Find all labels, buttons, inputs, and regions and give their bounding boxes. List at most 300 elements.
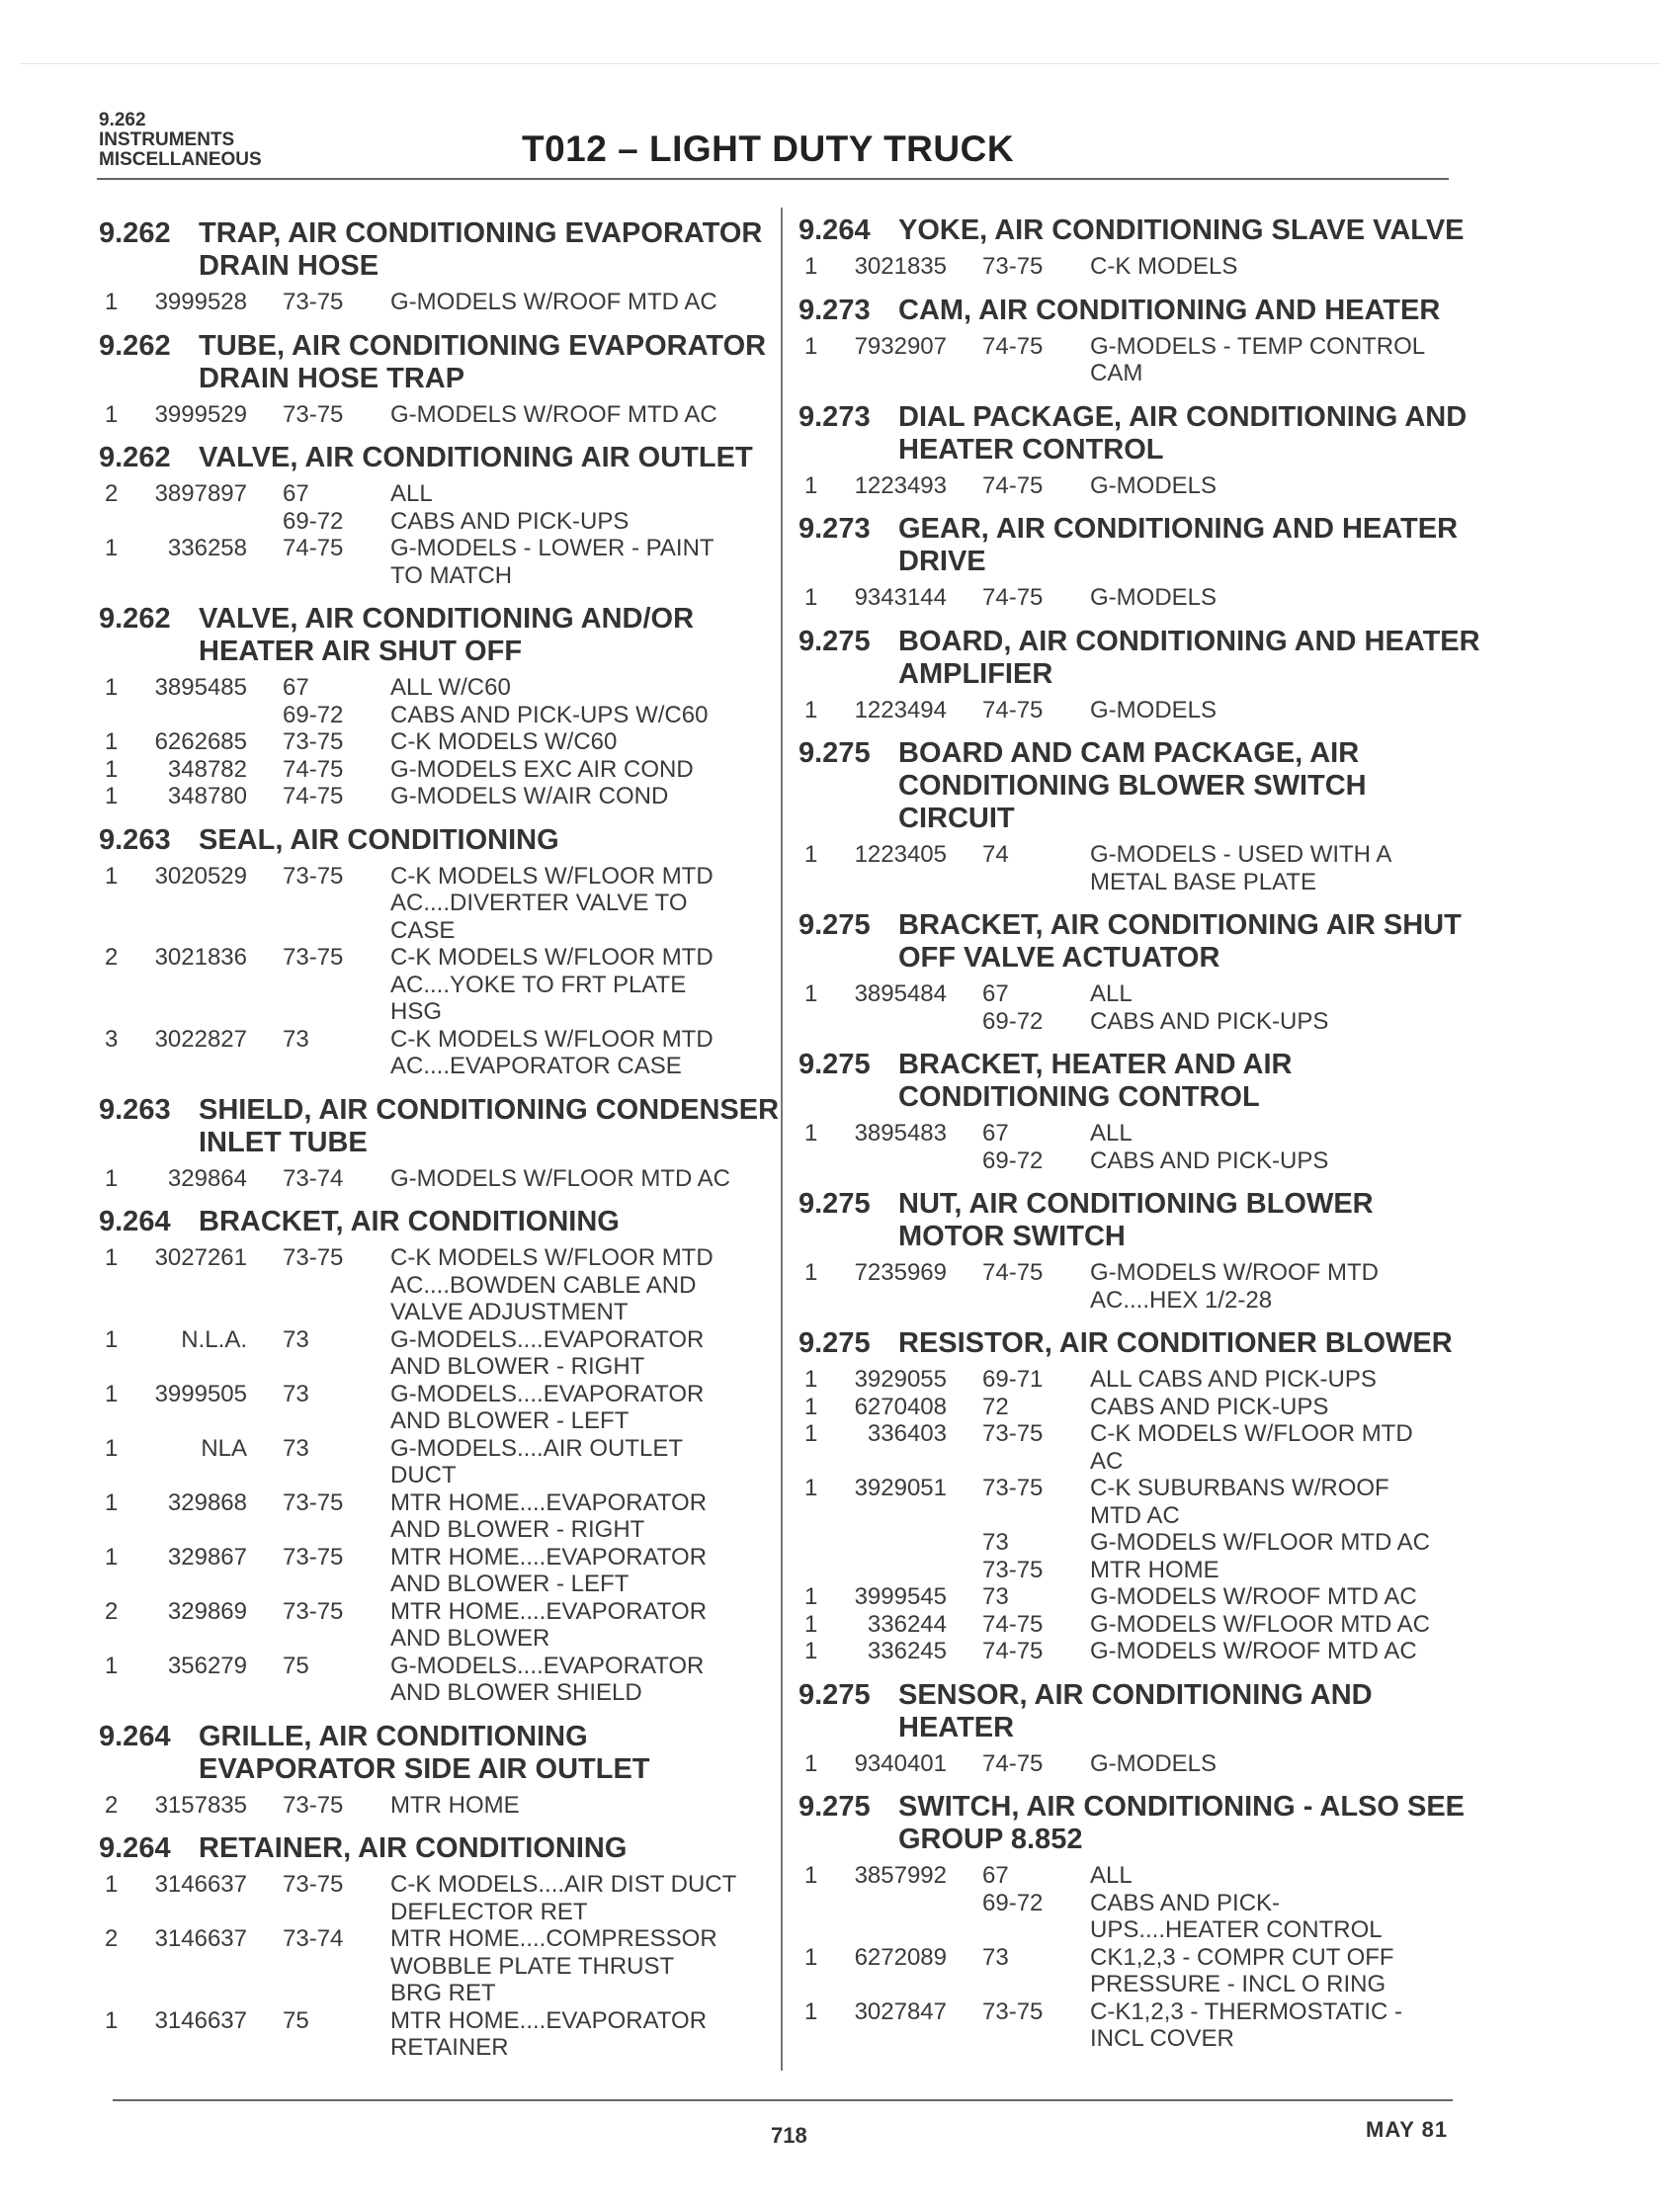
quantity: 1 [105, 1871, 119, 1898]
quantity: 1 [105, 1164, 119, 1192]
model-years: 75 [283, 2006, 309, 2034]
part-description: G-MODELS - TEMP CONTROL CAM [1090, 332, 1426, 386]
part-row [99, 535, 781, 589]
section-number: 9.273 [798, 400, 871, 433]
part-number [838, 1008, 947, 1036]
quantity: 1 [804, 332, 818, 360]
section-number: 9.264 [99, 1720, 171, 1752]
part-description: G-MODELS W/ROOF MTD AC [1090, 1638, 1417, 1664]
section-heading [99, 824, 781, 857]
part-row [99, 783, 781, 810]
part-row [798, 1583, 1480, 1611]
part-description: ALL [1090, 980, 1133, 1007]
quantity: 1 [105, 1244, 119, 1271]
part-number: 336244 [867, 1610, 947, 1638]
part-row [798, 1944, 1480, 1998]
parts-section [99, 1094, 781, 1193]
section-title: SWITCH, AIR CONDITIONING - ALSO SEE GROUP 8.852 [898, 1791, 1466, 1855]
parts-section [99, 442, 781, 589]
quantity: 2 [105, 1791, 119, 1819]
part-row [99, 1544, 781, 1598]
model-years: 74-75 [982, 332, 1044, 360]
section-title: YOKE, AIR CONDITIONING SLAVE VALVE [898, 214, 1465, 246]
part-row [99, 1244, 781, 1326]
header-group [99, 111, 262, 170]
part-description: G-MODELS....EVAPORATOR AND BLOWER SHIELD [390, 1652, 705, 1706]
quantity: 1 [105, 1652, 119, 1679]
quantity [798, 1008, 838, 1036]
model-years: 73-75 [982, 1475, 1044, 1501]
section-heading [798, 909, 1480, 975]
model-years: 73-75 [982, 1420, 1044, 1447]
part-description: ALL W/C60 [390, 674, 511, 701]
part-description: CABS AND PICK-UPS [390, 507, 630, 535]
part-description: MTR HOME....EVAPORATOR AND BLOWER - RIGHT [390, 1488, 708, 1543]
model-years: 73-75 [283, 1488, 344, 1516]
model-years: 73 [982, 1529, 1009, 1556]
quantity: 2 [105, 480, 119, 507]
part-row [798, 1475, 1480, 1529]
section-number: 9.262 [99, 442, 171, 473]
quantity: 1 [804, 1862, 818, 1889]
part-row [798, 697, 1480, 724]
section-number: 9.262 [99, 217, 171, 249]
model-years: 74-75 [982, 1259, 1044, 1286]
left-column [99, 217, 781, 2076]
parts-section [798, 1188, 1480, 1314]
part-number: 3999529 [154, 400, 247, 428]
section-number: 9.262 [99, 329, 171, 362]
model-years: 73 [283, 1025, 309, 1053]
quantity [798, 1557, 838, 1584]
part-row [798, 1998, 1480, 2053]
part-description: G-MODELS EXC AIR COND [390, 755, 694, 783]
quantity: 1 [105, 1434, 119, 1462]
part-row [798, 1147, 1480, 1175]
part-description: C-K MODELS [1090, 253, 1238, 280]
section-number: 9.263 [99, 823, 171, 856]
model-years: 73-75 [283, 1244, 344, 1271]
quantity: 1 [105, 862, 119, 890]
part-number: 1223493 [854, 471, 947, 499]
part-row [99, 289, 781, 316]
model-years: 67 [283, 480, 309, 507]
part-row [99, 1381, 781, 1435]
section-heading [99, 330, 781, 395]
part-number: 3020529 [154, 862, 247, 890]
parts-section [798, 1791, 1480, 2053]
quantity: 1 [804, 1366, 818, 1393]
quantity: 1 [804, 841, 818, 868]
part-number [138, 508, 247, 536]
part-number: 3895485 [154, 674, 247, 701]
parts-section [798, 909, 1480, 1035]
section-heading [798, 1188, 1480, 1253]
part-description: CK1,2,3 - COMPR CUT OFF PRESSURE - INCL O RING [1090, 1943, 1394, 1997]
part-number: 9340401 [854, 1749, 947, 1777]
section-title: BOARD AND CAM PACKAGE, AIR CONDITIONING BLOWER SWITCH CIRCUIT [898, 737, 1367, 834]
part-description: G-MODELS....EVAPORATOR AND BLOWER - LEFT [390, 1380, 705, 1434]
part-number: 3146637 [154, 1871, 247, 1898]
part-row [99, 1925, 781, 2007]
quantity: 1 [105, 755, 119, 783]
model-years: 73-75 [982, 1556, 1044, 1583]
model-years: 74-75 [982, 584, 1044, 611]
part-description: C-K MODELS W/FLOOR MTD AC....BOWDEN CABLE AND VALVE ADJUSTMENT [390, 1244, 714, 1325]
part-description: C-K MODELS W/C60 [390, 728, 618, 755]
model-years: 73 [283, 1325, 309, 1353]
quantity: 1 [105, 1543, 119, 1571]
part-description: MTR HOME....EVAPORATOR AND BLOWER [390, 1597, 708, 1652]
section-title: CAM, AIR CONDITIONING AND HEATER [898, 294, 1441, 326]
part-description: ALL [390, 480, 433, 507]
quantity: 1 [105, 674, 119, 701]
quantity: 1 [105, 2006, 119, 2034]
part-description: G-MODELS - USED WITH A METAL BASE PLATE [1090, 841, 1392, 895]
quantity: 1 [105, 1488, 119, 1516]
model-years: 73-74 [283, 1164, 344, 1192]
part-number: 329869 [167, 1597, 247, 1625]
part-number: 3021836 [154, 944, 247, 971]
section-title: SEAL, AIR CONDITIONING [199, 823, 559, 856]
part-row [798, 1008, 1480, 1036]
part-description: G-MODELS....EVAPORATOR AND BLOWER - RIGHT [390, 1325, 705, 1380]
section-heading [798, 737, 1480, 835]
part-number: 6272089 [854, 1943, 947, 1971]
part-description: C-K1,2,3 - THERMOSTATIC - INCL COVER [1090, 1997, 1403, 2052]
part-description: G-MODELS W/ROOF MTD AC [1090, 1583, 1417, 1610]
header-section-code: 9.262 [99, 110, 146, 130]
section-title: GEAR, AIR CONDITIONING AND HEATER DRIVE [898, 513, 1459, 577]
part-number: 3157835 [154, 1791, 247, 1819]
part-number: 6270408 [854, 1393, 947, 1420]
part-row [99, 1489, 781, 1544]
part-number: 7932907 [854, 332, 947, 360]
section-number: 9.275 [798, 1791, 871, 1823]
part-number: 3929051 [854, 1475, 947, 1501]
part-number: 7235969 [854, 1259, 947, 1286]
part-number [138, 702, 247, 729]
section-heading [99, 442, 781, 474]
page-title: T012 – LIGHT DUTY TRUCK [522, 128, 1015, 169]
parts-section [798, 1679, 1480, 1778]
model-years: 73-74 [283, 1925, 344, 1952]
parts-section [99, 330, 781, 429]
model-years: 73-75 [283, 728, 344, 755]
part-number [838, 1890, 947, 1944]
quantity: 1 [804, 980, 818, 1007]
section-title: VALVE, AIR CONDITIONING AIR OUTLET [199, 442, 753, 473]
part-row [798, 584, 1480, 612]
part-number: 3999545 [854, 1583, 947, 1610]
model-years: 67 [283, 674, 309, 701]
model-years: 73-75 [283, 862, 344, 890]
section-title: TUBE, AIR CONDITIONING EVAPORATOR DRAIN HOSE TRAP [199, 329, 767, 394]
quantity: 2 [105, 1925, 119, 1952]
section-number: 9.275 [798, 737, 871, 769]
model-years: 73-75 [982, 253, 1044, 280]
part-row [99, 1165, 781, 1193]
part-description: CABS AND PICK-UPS [1090, 1393, 1329, 1420]
part-number: 3895484 [854, 980, 947, 1007]
part-number: 348782 [167, 755, 247, 783]
section-heading [798, 295, 1480, 327]
part-row [798, 1420, 1480, 1475]
part-number: 356279 [167, 1652, 247, 1679]
part-description: CABS AND PICK- UPS....HEATER CONTROL [1090, 1889, 1383, 1943]
section-number: 9.275 [798, 1327, 871, 1359]
part-number: 3999528 [154, 289, 247, 315]
part-row [99, 702, 781, 729]
part-number: 3929055 [854, 1366, 947, 1393]
header-group-line-2: MISCELLANEOUS [99, 149, 262, 170]
part-row [99, 728, 781, 756]
quantity: 1 [804, 253, 818, 280]
part-number: N.L.A. [181, 1325, 247, 1353]
section-heading [798, 626, 1480, 691]
section-title: SENSOR, AIR CONDITIONING AND HEATER [898, 1678, 1373, 1743]
part-number: 3027261 [154, 1244, 247, 1271]
parts-section [798, 401, 1480, 500]
section-number: 9.262 [99, 603, 171, 635]
part-row [99, 1435, 781, 1489]
part-row [99, 508, 781, 536]
section-number: 9.264 [99, 1206, 171, 1237]
quantity [798, 1890, 838, 1944]
section-heading [798, 401, 1480, 467]
part-row [798, 841, 1480, 895]
page-number: 718 [771, 2123, 807, 2148]
part-description: C-K MODELS W/FLOOR MTD AC [1090, 1420, 1413, 1475]
section-number: 9.263 [99, 1093, 171, 1126]
quantity: 2 [105, 944, 119, 971]
part-description: ALL CABS AND PICK-UPS [1090, 1366, 1377, 1393]
part-row [99, 674, 781, 702]
part-row [99, 1792, 781, 1820]
part-row [99, 401, 781, 429]
model-years: 73-75 [283, 944, 344, 971]
part-row [99, 480, 781, 508]
section-number: 9.275 [798, 1678, 871, 1711]
section-title: TRAP, AIR CONDITIONING EVAPORATOR DRAIN HOSE [199, 217, 763, 282]
part-description: ALL [1090, 1120, 1133, 1146]
part-number: 329868 [167, 1488, 247, 1516]
part-description: MTR HOME [1090, 1556, 1219, 1583]
quantity: 1 [105, 535, 119, 561]
part-description: C-K MODELS W/FLOOR MTD AC....DIVERTER VALVE TO CASE [390, 862, 714, 944]
part-row [798, 472, 1480, 500]
quantity: 1 [804, 1475, 818, 1501]
part-row [99, 756, 781, 784]
part-number: 348780 [167, 783, 247, 809]
model-years: 69-72 [982, 1007, 1044, 1035]
part-description: G-MODELS W/ROOF MTD AC....HEX 1/2-28 [1090, 1259, 1379, 1314]
model-years: 73-75 [982, 1997, 1044, 2025]
part-number: 3027847 [854, 1997, 947, 2025]
part-row [798, 1611, 1480, 1639]
model-years: 67 [982, 1120, 1009, 1146]
column-divider [781, 208, 783, 2071]
part-number: 6262685 [154, 728, 247, 755]
model-years: 73 [982, 1583, 1009, 1610]
quantity: 1 [804, 1638, 818, 1664]
part-row [798, 980, 1480, 1008]
parts-section [798, 737, 1480, 895]
quantity: 1 [804, 471, 818, 499]
quantity: 1 [804, 1610, 818, 1638]
section-heading [798, 1049, 1480, 1114]
model-years: 73 [283, 1380, 309, 1407]
quantity [798, 1529, 838, 1557]
scan-top-line [20, 63, 1660, 64]
quantity: 1 [105, 289, 119, 315]
model-years: 74-75 [283, 535, 344, 561]
part-description: G-MODELS W/FLOOR MTD AC [390, 1164, 731, 1192]
section-number: 9.275 [798, 1188, 871, 1220]
model-years: 69-72 [283, 507, 344, 535]
parts-section [798, 626, 1480, 724]
part-number: 336403 [867, 1420, 947, 1447]
part-description: C-K MODELS....AIR DIST DUCT DEFLECTOR RET [390, 1871, 737, 1925]
parts-section [798, 1327, 1480, 1665]
part-number: 336245 [867, 1638, 947, 1664]
section-heading [99, 603, 781, 668]
quantity: 1 [804, 696, 818, 723]
part-number: 3897897 [154, 480, 247, 507]
section-number: 9.275 [798, 1049, 871, 1080]
model-years: 69-72 [283, 701, 344, 728]
part-description: MTR HOME....EVAPORATOR RETAINER [390, 2006, 708, 2061]
section-number: 9.264 [798, 214, 871, 246]
part-number: 3999505 [154, 1380, 247, 1407]
part-description: G-MODELS [1090, 1749, 1218, 1777]
section-heading [798, 1679, 1480, 1744]
parts-section [99, 1832, 781, 2062]
model-years: 74-75 [982, 1610, 1044, 1638]
model-years: 73-75 [283, 1871, 344, 1898]
section-title: NUT, AIR CONDITIONING BLOWER MOTOR SWITCH [898, 1188, 1374, 1252]
section-heading [99, 1094, 781, 1159]
model-years: 69-72 [982, 1146, 1044, 1174]
section-heading [99, 1721, 781, 1786]
section-heading [99, 1206, 781, 1238]
header-rule [97, 178, 1449, 180]
model-years: 74-75 [283, 755, 344, 783]
quantity [99, 508, 138, 536]
quantity: 3 [105, 1025, 119, 1053]
part-row [798, 1638, 1480, 1665]
part-number [838, 1147, 947, 1175]
section-title: VALVE, AIR CONDITIONING AND/OR HEATER AIR SHUT OFF [199, 603, 695, 667]
part-row [798, 1366, 1480, 1394]
part-number: 3895483 [854, 1120, 947, 1146]
section-number: 9.275 [798, 625, 871, 657]
quantity [798, 1147, 838, 1175]
part-description: G-MODELS [1090, 584, 1218, 611]
quantity: 1 [105, 1380, 119, 1407]
quantity: 2 [105, 1597, 119, 1625]
section-number: 9.275 [798, 909, 871, 941]
part-number: 3146637 [154, 1925, 247, 1952]
part-number: 336258 [167, 535, 247, 561]
part-description: G-MODELS [1090, 471, 1218, 499]
parts-section [798, 513, 1480, 612]
parts-section [99, 1206, 781, 1707]
model-years: 69-71 [982, 1366, 1044, 1393]
model-years: 67 [982, 1862, 1009, 1889]
model-years: 74-75 [982, 696, 1044, 723]
section-heading [798, 214, 1480, 247]
parts-section [99, 603, 781, 810]
part-row [798, 1862, 1480, 1890]
quantity: 1 [804, 1943, 818, 1971]
part-number [838, 1557, 947, 1584]
section-title: SHIELD, AIR CONDITIONING CONDENSER INLET TUBE [199, 1093, 780, 1158]
section-title: BOARD, AIR CONDITIONING AND HEATER AMPLIFIER [898, 625, 1480, 690]
section-heading [798, 1791, 1480, 1856]
model-years: 74-75 [982, 1749, 1044, 1777]
part-description: C-K SUBURBANS W/ROOF MTD AC [1090, 1475, 1389, 1529]
model-years: 73-75 [283, 400, 344, 428]
quantity: 1 [804, 1120, 818, 1146]
part-description: G-MODELS W/ROOF MTD AC [390, 289, 717, 315]
part-row [99, 1653, 781, 1707]
section-heading [99, 217, 781, 283]
parts-section [99, 217, 781, 316]
part-description: G-MODELS W/ROOF MTD AC [390, 400, 717, 428]
part-description: CABS AND PICK-UPS [1090, 1146, 1329, 1174]
quantity: 1 [804, 1393, 818, 1420]
parts-section [99, 1721, 781, 1820]
quantity: 1 [105, 400, 119, 428]
model-years: 73 [982, 1943, 1009, 1971]
part-row [798, 1259, 1480, 1314]
section-title: DIAL PACKAGE, AIR CONDITIONING AND HEATER CONTROL [898, 400, 1468, 466]
quantity: 1 [804, 1420, 818, 1447]
quantity: 1 [804, 1749, 818, 1777]
parts-section [99, 824, 781, 1080]
part-row [798, 333, 1480, 387]
section-heading [798, 1327, 1480, 1360]
part-row [798, 1557, 1480, 1584]
part-description: MTR HOME [390, 1791, 520, 1819]
section-title: BRACKET, AIR CONDITIONING AIR SHUT OFF VALVE ACTUATOR [898, 909, 1462, 974]
part-row [99, 1026, 781, 1080]
part-number: 1223405 [854, 841, 947, 868]
parts-section [798, 1049, 1480, 1174]
model-years: 69-72 [982, 1889, 1044, 1916]
section-heading [798, 513, 1480, 578]
part-row [798, 1529, 1480, 1557]
model-years: 75 [283, 1652, 309, 1679]
part-number: 3022827 [154, 1025, 247, 1053]
part-row [798, 253, 1480, 281]
part-row [798, 1394, 1480, 1421]
part-description: C-K MODELS W/FLOOR MTD AC....YOKE TO FRT PLATE HSG [390, 944, 714, 1025]
part-number [838, 1529, 947, 1557]
part-description: G-MODELS W/FLOOR MTD AC [1090, 1529, 1431, 1556]
part-row [798, 1890, 1480, 1944]
model-years: 73-75 [283, 1597, 344, 1625]
model-years: 73-75 [283, 1791, 344, 1819]
section-title: RETAINER, AIR CONDITIONING [199, 1832, 628, 1864]
part-number: 3146637 [154, 2006, 247, 2034]
part-row [99, 863, 781, 945]
quantity: 1 [804, 1583, 818, 1610]
part-number: 9343144 [854, 584, 947, 611]
part-description: G-MODELS [1090, 696, 1218, 723]
model-years: 67 [982, 980, 1009, 1007]
